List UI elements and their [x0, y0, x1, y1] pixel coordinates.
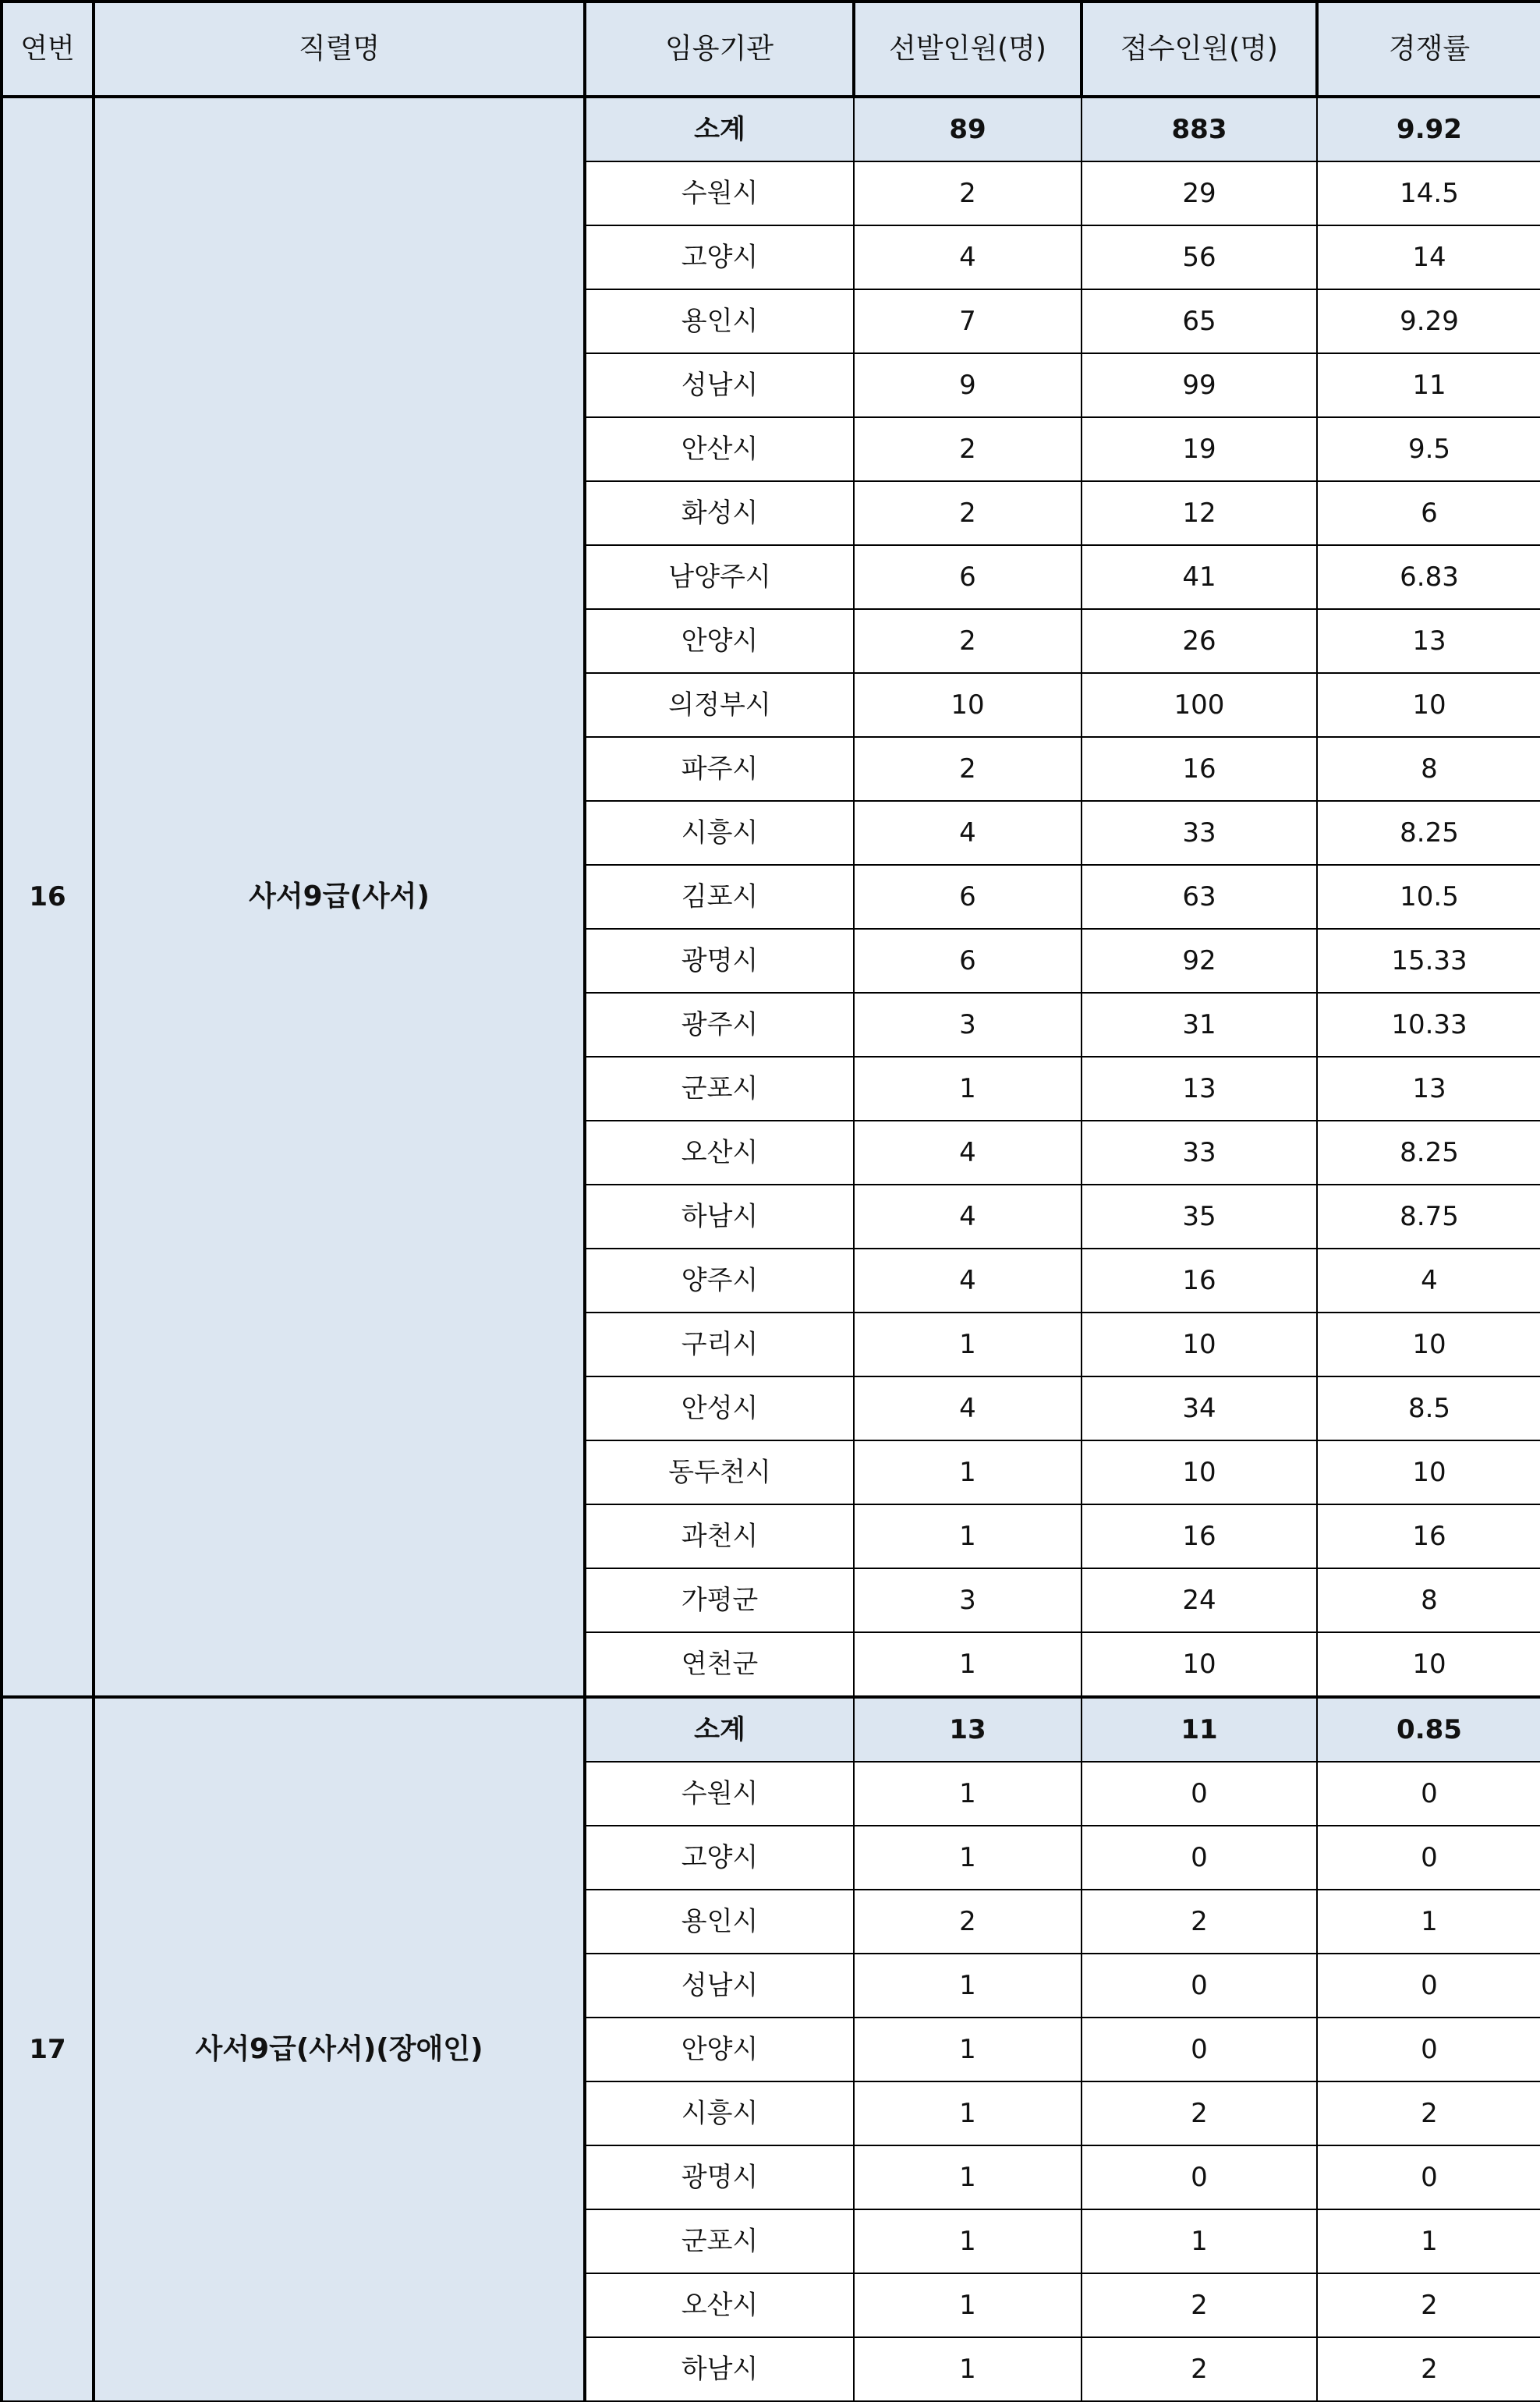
cell-rate: 8.25	[1317, 1121, 1540, 1185]
cell-applied: 34	[1082, 1376, 1317, 1440]
cell-selected: 2	[854, 161, 1082, 225]
cell-applied: 29	[1082, 161, 1317, 225]
cell-rate: 6.83	[1317, 545, 1540, 609]
cell-org: 안양시	[585, 2018, 854, 2081]
cell-applied: 12	[1082, 481, 1317, 545]
header-no: 연번	[2, 2, 94, 97]
cell-selected: 9	[854, 353, 1082, 417]
cell-org: 오산시	[585, 1121, 854, 1185]
cell-applied: 10	[1082, 1440, 1317, 1504]
cell-org: 용인시	[585, 1890, 854, 1954]
cell-selected: 2	[854, 609, 1082, 673]
cell-rate: 8.25	[1317, 801, 1540, 865]
cell-rate: 6	[1317, 481, 1540, 545]
cell-applied: 35	[1082, 1185, 1317, 1249]
cell-rate: 2	[1317, 2337, 1540, 2401]
cell-org: 가평군	[585, 1568, 854, 1632]
cell-org: 광주시	[585, 993, 854, 1057]
cell-org: 연천군	[585, 1632, 854, 1697]
cell-rate: 16	[1317, 1504, 1540, 1568]
header-org: 임용기관	[585, 2, 854, 97]
cell-applied: 2	[1082, 1890, 1317, 1954]
cell-rate: 8	[1317, 737, 1540, 801]
cell-applied: 883	[1082, 97, 1317, 161]
cell-rate: 10.5	[1317, 865, 1540, 929]
cell-org: 구리시	[585, 1313, 854, 1376]
cell-selected: 2	[854, 417, 1082, 481]
row-number: 16	[2, 97, 94, 1697]
cell-selected: 4	[854, 1121, 1082, 1185]
cell-applied: 0	[1082, 1954, 1317, 2018]
cell-org: 안산시	[585, 417, 854, 481]
cell-selected: 7	[854, 289, 1082, 353]
cell-rate: 10.33	[1317, 993, 1540, 1057]
cell-selected: 2	[854, 481, 1082, 545]
cell-rate: 9.5	[1317, 417, 1540, 481]
job-title: 사서9급(사서)	[94, 97, 585, 1697]
cell-rate: 10	[1317, 1440, 1540, 1504]
header-job: 직렬명	[94, 2, 585, 97]
group-17	[2, 1697, 1540, 2401]
cell-rate: 1	[1317, 1890, 1540, 1954]
table-header	[2, 2, 1540, 97]
cell-org: 성남시	[585, 353, 854, 417]
cell-rate: 9.92	[1317, 97, 1540, 161]
cell-rate: 11	[1317, 353, 1540, 417]
cell-applied: 100	[1082, 673, 1317, 737]
cell-applied: 16	[1082, 737, 1317, 801]
cell-rate: 1	[1317, 2209, 1540, 2273]
cell-applied: 92	[1082, 929, 1317, 993]
cell-selected: 6	[854, 545, 1082, 609]
cell-selected: 1	[854, 2081, 1082, 2145]
cell-rate: 14	[1317, 225, 1540, 289]
cell-rate: 0	[1317, 2018, 1540, 2081]
cell-selected: 4	[854, 225, 1082, 289]
cell-org: 안양시	[585, 609, 854, 673]
cell-rate: 0.85	[1317, 1697, 1540, 1762]
header-row	[2, 2, 1540, 97]
header-rate: 경쟁률	[1317, 2, 1540, 97]
cell-rate: 13	[1317, 609, 1540, 673]
cell-selected: 1	[854, 2145, 1082, 2209]
cell-org: 시흥시	[585, 2081, 854, 2145]
cell-org: 고양시	[585, 1826, 854, 1890]
cell-org: 양주시	[585, 1249, 854, 1313]
cell-applied: 16	[1082, 1504, 1317, 1568]
cell-selected: 4	[854, 1249, 1082, 1313]
cell-selected: 89	[854, 97, 1082, 161]
cell-selected: 1	[854, 2337, 1082, 2401]
cell-rate: 2	[1317, 2273, 1540, 2337]
cell-org: 수원시	[585, 1762, 854, 1826]
cell-org: 광명시	[585, 929, 854, 993]
cell-org: 동두천시	[585, 1440, 854, 1504]
cell-selected: 1	[854, 1762, 1082, 1826]
cell-applied: 0	[1082, 1762, 1317, 1826]
cell-org: 하남시	[585, 1185, 854, 1249]
cell-applied: 56	[1082, 225, 1317, 289]
cell-org: 안성시	[585, 1376, 854, 1440]
group-16	[2, 97, 1540, 1697]
cell-applied: 13	[1082, 1057, 1317, 1121]
cell-applied: 10	[1082, 1632, 1317, 1697]
cell-selected: 2	[854, 1890, 1082, 1954]
cell-rate: 8	[1317, 1568, 1540, 1632]
cell-rate: 8.75	[1317, 1185, 1540, 1249]
cell-selected: 1	[854, 2209, 1082, 2273]
cell-rate: 9.29	[1317, 289, 1540, 353]
cell-rate: 0	[1317, 2145, 1540, 2209]
cell-selected: 4	[854, 801, 1082, 865]
cell-rate: 15.33	[1317, 929, 1540, 993]
cell-rate: 10	[1317, 1313, 1540, 1376]
cell-org: 과천시	[585, 1504, 854, 1568]
cell-selected: 1	[854, 1057, 1082, 1121]
cell-org: 고양시	[585, 225, 854, 289]
cell-applied: 0	[1082, 2145, 1317, 2209]
cell-org: 파주시	[585, 737, 854, 801]
cell-org: 군포시	[585, 2209, 854, 2273]
cell-applied: 16	[1082, 1249, 1317, 1313]
cell-selected: 1	[854, 1504, 1082, 1568]
cell-selected: 10	[854, 673, 1082, 737]
cell-selected: 1	[854, 1632, 1082, 1697]
cell-org: 김포시	[585, 865, 854, 929]
cell-org: 수원시	[585, 161, 854, 225]
cell-selected: 2	[854, 737, 1082, 801]
cell-applied: 0	[1082, 1826, 1317, 1890]
cell-org: 소계	[585, 1697, 854, 1762]
cell-applied: 65	[1082, 289, 1317, 353]
cell-applied: 19	[1082, 417, 1317, 481]
cell-applied: 2	[1082, 2337, 1317, 2401]
cell-rate: 4	[1317, 1249, 1540, 1313]
cell-applied: 2	[1082, 2081, 1317, 2145]
cell-applied: 33	[1082, 801, 1317, 865]
cell-selected: 3	[854, 993, 1082, 1057]
cell-org: 용인시	[585, 289, 854, 353]
cell-selected: 6	[854, 865, 1082, 929]
cell-applied: 33	[1082, 1121, 1317, 1185]
cell-selected: 4	[854, 1185, 1082, 1249]
header-selected: 선발인원(명)	[854, 2, 1082, 97]
cell-rate: 0	[1317, 1826, 1540, 1890]
cell-org: 남양주시	[585, 545, 854, 609]
row-number: 17	[2, 1697, 94, 2401]
cell-selected: 4	[854, 1376, 1082, 1440]
cell-org: 하남시	[585, 2337, 854, 2401]
cell-org: 군포시	[585, 1057, 854, 1121]
cell-org: 의정부시	[585, 673, 854, 737]
header-applied: 접수인원(명)	[1082, 2, 1317, 97]
cell-org: 성남시	[585, 1954, 854, 2018]
cell-org: 화성시	[585, 481, 854, 545]
cell-rate: 2	[1317, 2081, 1540, 2145]
cell-applied: 2	[1082, 2273, 1317, 2337]
cell-rate: 8.5	[1317, 1376, 1540, 1440]
cell-applied: 0	[1082, 2018, 1317, 2081]
job-title: 사서9급(사서)(장애인)	[94, 1697, 585, 2401]
cell-selected: 1	[854, 1954, 1082, 2018]
cell-selected: 1	[854, 1313, 1082, 1376]
cell-selected: 1	[854, 1826, 1082, 1890]
cell-applied: 1	[1082, 2209, 1317, 2273]
cell-selected: 6	[854, 929, 1082, 993]
cell-rate: 10	[1317, 1632, 1540, 1697]
cell-applied: 41	[1082, 545, 1317, 609]
cell-applied: 99	[1082, 353, 1317, 417]
subtotal-row	[2, 97, 1540, 161]
cell-selected: 13	[854, 1697, 1082, 1762]
cell-rate: 10	[1317, 673, 1540, 737]
cell-selected: 1	[854, 2273, 1082, 2337]
cell-applied: 26	[1082, 609, 1317, 673]
cell-applied: 31	[1082, 993, 1317, 1057]
cell-selected: 3	[854, 1568, 1082, 1632]
cell-rate: 0	[1317, 1762, 1540, 1826]
cell-org: 오산시	[585, 2273, 854, 2337]
cell-applied: 24	[1082, 1568, 1317, 1632]
cell-rate: 14.5	[1317, 161, 1540, 225]
cell-applied: 63	[1082, 865, 1317, 929]
cell-selected: 1	[854, 2018, 1082, 2081]
subtotal-row	[2, 1697, 1540, 1762]
cell-rate: 13	[1317, 1057, 1540, 1121]
cell-selected: 1	[854, 1440, 1082, 1504]
cell-org: 소계	[585, 97, 854, 161]
cell-rate: 0	[1317, 1954, 1540, 2018]
cell-applied: 11	[1082, 1697, 1317, 1762]
cell-org: 광명시	[585, 2145, 854, 2209]
cell-org: 시흥시	[585, 801, 854, 865]
cell-applied: 10	[1082, 1313, 1317, 1376]
